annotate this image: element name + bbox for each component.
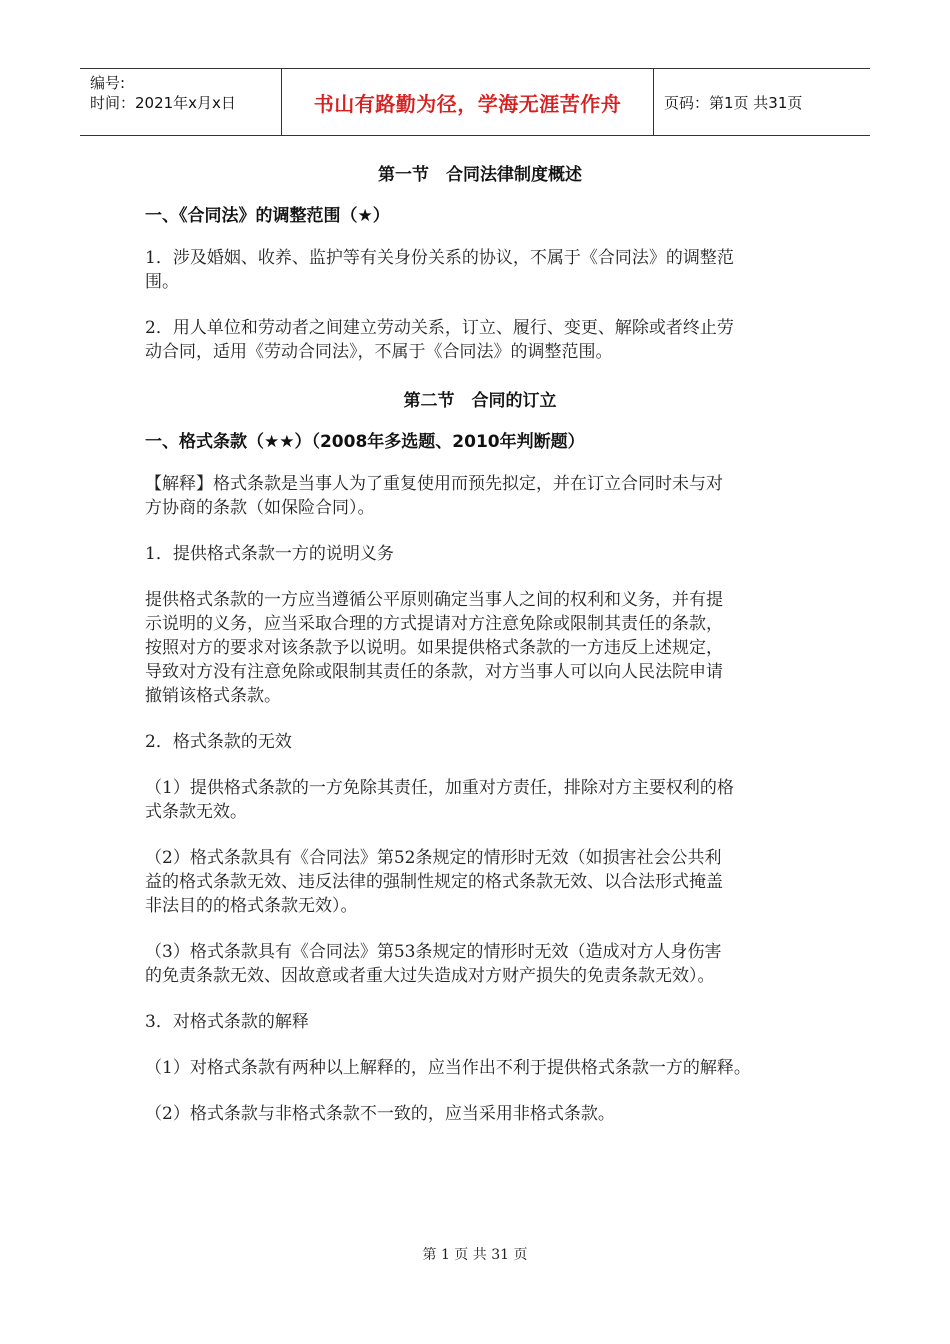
heading: 一、格式条款（★★）（2008年多选题、2010年判断题） [145,432,585,452]
paragraph: 1．提供格式条款一方的说明义务 [145,544,394,564]
paragraph [145,588,815,708]
paragraph [145,316,815,364]
text-line: 非法目的的格式条款无效）。 [145,896,358,916]
header-page-info: 页码：第1页 共31页 [664,93,803,112]
text-line: 围。 [145,272,179,292]
text-line: 方协商的条款（如保险合同）。 [145,498,375,518]
text-line: 的免责条款无效、因故意或者重大过失造成对方财产损失的免责条款无效）。 [145,966,715,986]
header-motto: 书山有路勤为径，学海无涯苦作舟 [282,69,654,135]
text-line: （2）格式条款具有《合同法》第52条规定的情形时无效（如损害社会公共利 [145,848,722,868]
serial-label: 编号: [90,74,126,92]
document-body [145,150,815,1148]
text-line: （1）提供格式条款的一方免除其责任，加重对方责任，排除对方主要权利的格 [145,778,734,798]
text-line: （3）格式条款具有《合同法》第53条规定的情形时无效（造成对方人身伤害 [145,942,722,962]
text-line: 1．涉及婚姻、收养、监护等有关身份关系的协议，不属于《合同法》的调整范 [145,248,734,268]
text-line: 撤销该格式条款。 [145,686,281,706]
paragraph [145,846,815,918]
text-line: 益的格式条款无效、违反法律的强制性规定的格式条款无效、以合法形式掩盖 [145,872,723,892]
paragraph: 3．对格式条款的解释 [145,1012,309,1032]
paragraph [145,776,815,824]
page-header [80,68,870,136]
paragraph [145,472,815,520]
page-footer: 第 1 页 共 31 页 [422,1247,528,1263]
text-line: 【解释】格式条款是当事人为了重复使用而预先拟定，并在订立合同时未与对 [145,474,723,494]
paragraph [145,940,815,988]
text-line: 2．用人单位和劳动者之间建立劳动关系，订立、履行、变更、解除或者终止劳 [145,318,734,338]
paragraph: 2．格式条款的无效 [145,732,292,752]
section-title: 第二节 合同的订立 [403,391,557,411]
heading: 一、《合同法》的调整范围（★） [145,206,390,226]
text-line: 动合同，适用《劳动合同法》，不属于《合同法》的调整范围。 [145,342,613,362]
text-line: 提供格式条款的一方应当遵循公平原则确定当事人之间的权利和义务，并有提 [145,590,723,610]
header-meta [80,69,282,135]
paragraph [145,246,815,294]
paragraph: （2）格式条款与非格式条款不一致的，应当采用非格式条款。 [145,1104,615,1124]
text-line: 示说明的义务，应当采取合理的方式提请对方注意免除或限制其责任的条款， [145,614,723,634]
paragraph: （1）对格式条款有两种以上解释的，应当作出不利于提供格式条款一方的解释。 [145,1058,751,1078]
text-line: 导致对方没有注意免除或限制其责任的条款，对方当事人可以向人民法院申请 [145,662,723,682]
text-line: 按照对方的要求对该条款予以说明。如果提供格式条款的一方违反上述规定， [145,638,723,658]
section-title: 第一节 合同法律制度概述 [378,165,582,185]
text-line: 式条款无效。 [145,802,247,822]
time-label: 时间：2021年x月x日 [90,94,236,112]
